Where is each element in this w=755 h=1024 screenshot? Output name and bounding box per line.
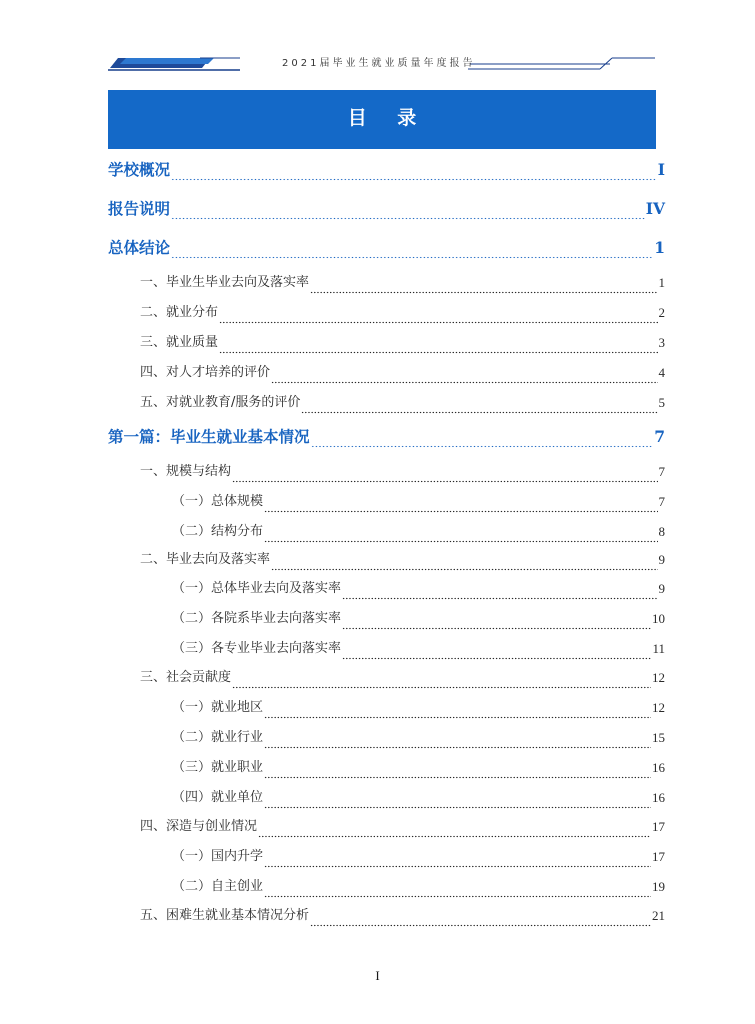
- toc-title-band: [108, 90, 656, 149]
- toc-dot-leader: [301, 398, 657, 414]
- toc-dot-leader: [219, 308, 657, 324]
- toc-entry-page-number: 4: [658, 365, 665, 380]
- toc-entry-level3[interactable]: [172, 578, 665, 600]
- running-header: [0, 0, 755, 80]
- toc-dot-leader: [219, 338, 657, 354]
- toc-dot-leader: [271, 368, 657, 384]
- toc-entry-level1[interactable]: [108, 237, 665, 259]
- toc-entry-level2[interactable]: [140, 816, 665, 838]
- toc-entry-level3[interactable]: [172, 876, 665, 898]
- toc-entry-page-number: 12: [652, 700, 665, 715]
- toc-dot-leader: [264, 793, 651, 809]
- toc-dot-leader: [264, 733, 651, 749]
- toc-dot-leader: [264, 527, 657, 543]
- toc-dot-leader: [264, 882, 651, 898]
- toc-dot-leader: [310, 278, 657, 294]
- toc-entry-title: 一、规模与结构: [140, 464, 232, 479]
- toc-dot-leader: [171, 241, 653, 259]
- toc-entry-page-number: 17: [652, 849, 665, 864]
- toc-entry-page-number: 1: [658, 275, 665, 290]
- toc-entry-level1[interactable]: [108, 159, 665, 181]
- toc-entry-page-number: 16: [652, 790, 665, 805]
- toc-entry-page-number: IV: [645, 199, 665, 218]
- toc-entry-level3[interactable]: [172, 757, 665, 779]
- toc-entry-title: （二）自主创业: [172, 879, 264, 894]
- toc-dot-leader: [264, 763, 651, 779]
- toc-entry-level3[interactable]: [172, 491, 665, 513]
- toc-entry-title: （二）各院系毕业去向落实率: [172, 611, 342, 626]
- toc-dot-leader: [264, 497, 657, 513]
- toc-entry-page-number: 5: [658, 395, 665, 410]
- toc-entry-page-number: 1: [654, 238, 665, 257]
- toc-entry-title: （二）结构分布: [172, 524, 264, 539]
- toc-dot-leader: [310, 911, 651, 927]
- running-title: 2021届毕业生就业质量年度报告: [282, 58, 476, 69]
- toc-dot-leader: [258, 822, 651, 838]
- toc-entry-level2[interactable]: [140, 302, 665, 324]
- toc-entry-page-number: 8: [658, 524, 665, 539]
- toc-entry-page-number: 16: [652, 760, 665, 775]
- toc-entry-title: 第一篇：毕业生就业基本情况: [108, 427, 310, 446]
- toc-entry-level3[interactable]: [172, 846, 665, 868]
- toc-entry-title: 二、毕业去向及落实率: [140, 552, 271, 567]
- toc-entry-level2[interactable]: [140, 362, 665, 384]
- toc-entry-level3[interactable]: [172, 608, 665, 630]
- toc-entry-page-number: 21: [652, 908, 665, 923]
- toc-entry-page-number: 9: [658, 581, 665, 596]
- toc-entry-level2[interactable]: [140, 332, 665, 354]
- toc-entry-page-number: 7: [658, 494, 665, 509]
- toc-title: 目 录: [347, 107, 429, 129]
- toc-entry-level2[interactable]: [140, 461, 665, 483]
- toc-entry-title: 学校概况: [108, 160, 171, 179]
- toc-entry-title: 四、深造与创业情况: [140, 819, 258, 834]
- toc-dot-leader: [342, 614, 651, 630]
- toc-entry-title: （四）就业单位: [172, 790, 264, 805]
- toc-entry-page-number: 2: [658, 305, 665, 320]
- toc-entry-page-number: 19: [652, 879, 665, 894]
- toc-entry-title: （三）就业职业: [172, 760, 264, 775]
- toc-entry-page-number: 11: [652, 641, 665, 656]
- toc-entry-title: 三、社会贡献度: [140, 670, 232, 685]
- toc-entry-title: 二、就业分布: [140, 305, 219, 320]
- toc-entry-level3[interactable]: [172, 727, 665, 749]
- toc-entry-level1[interactable]: [108, 426, 665, 448]
- toc-entry-level2[interactable]: [140, 272, 665, 294]
- toc-entry-level3[interactable]: [172, 787, 665, 809]
- toc-entry-page-number: 17: [652, 819, 665, 834]
- toc-dot-leader: [264, 703, 651, 719]
- toc-entry-title: 五、困难生就业基本情况分析: [140, 908, 310, 923]
- toc-entry-title: （一）国内升学: [172, 849, 264, 864]
- toc-entry-page-number: 7: [654, 427, 665, 446]
- toc-dot-leader: [264, 852, 651, 868]
- toc-entry-level2[interactable]: [140, 905, 665, 927]
- toc-entry-page-number: 12: [652, 670, 665, 685]
- toc-dot-leader: [171, 202, 645, 220]
- toc-entry-title: （一）就业地区: [172, 700, 264, 715]
- toc-entry-level3[interactable]: [172, 521, 665, 543]
- toc-entry-title: 五、对就业教育/服务的评价: [140, 395, 301, 410]
- toc-entry-page-number: I: [657, 160, 665, 179]
- toc-entry-title: （一）总体规模: [172, 494, 264, 509]
- toc-entry-title: 四、对人才培养的评价: [140, 365, 271, 380]
- toc-dot-leader: [232, 467, 657, 483]
- toc-entry-title: （二）就业行业: [172, 730, 264, 745]
- toc-entry-page-number: 15: [652, 730, 665, 745]
- toc-entry-title: 总体结论: [108, 238, 171, 257]
- toc-dot-leader: [271, 555, 657, 571]
- toc-entry-level2[interactable]: [140, 392, 665, 414]
- toc-entry-title: 报告说明: [108, 199, 171, 218]
- toc-entry-title: （一）总体毕业去向及落实率: [172, 581, 342, 596]
- footer-page-number: I: [375, 968, 380, 983]
- toc-entry-page-number: 9: [658, 552, 665, 567]
- toc-dot-leader: [171, 163, 657, 181]
- toc-entry-page-number: 3: [658, 335, 665, 350]
- toc-dot-leader: [342, 644, 651, 660]
- toc-entry-title: 三、就业质量: [140, 335, 219, 350]
- toc-dot-leader: [342, 584, 657, 600]
- toc-entry-title: 一、毕业生毕业去向及落实率: [140, 275, 310, 290]
- toc-dot-leader: [232, 673, 651, 689]
- toc-entry-level1[interactable]: [108, 198, 665, 220]
- toc-entry-title: （三）各专业毕业去向落实率: [172, 641, 342, 656]
- toc-entry-level3[interactable]: [172, 638, 665, 660]
- toc-dot-leader: [311, 430, 654, 448]
- toc-entry-level3[interactable]: [172, 697, 665, 719]
- toc-entry-level2[interactable]: [140, 549, 665, 571]
- toc-entry-page-number: 10: [652, 611, 665, 626]
- toc-entry-level2[interactable]: [140, 667, 665, 689]
- toc-entry-page-number: 7: [658, 464, 665, 479]
